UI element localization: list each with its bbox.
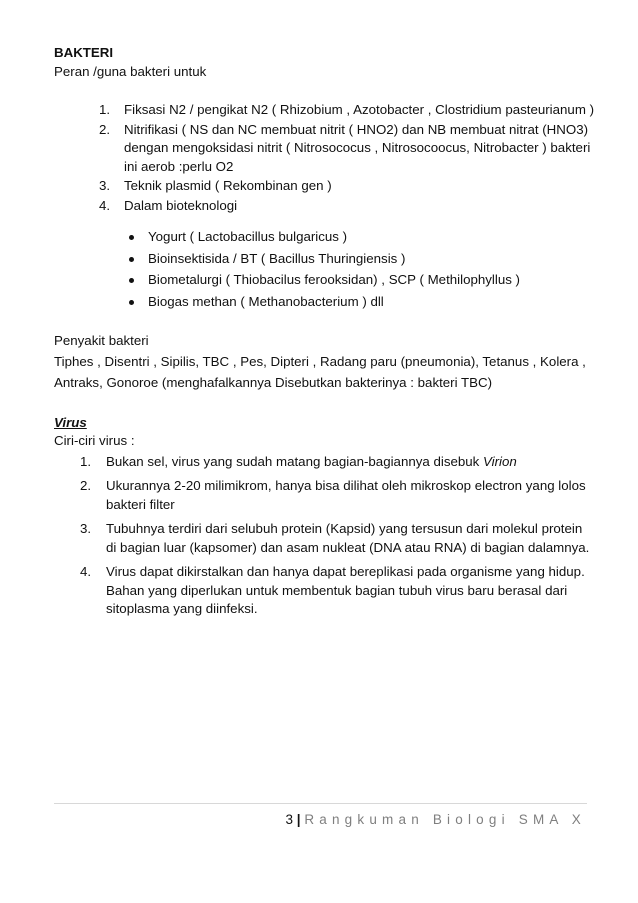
bakteri-subtitle: Peran /guna bakteri untuk (54, 63, 207, 79)
penyakit-title: Penyakit bakteri (54, 333, 149, 348)
list-number: 1. (80, 453, 92, 469)
list-text: Fiksasi N2 / pengikat N2 ( Rhizobium , Azotobacter , Clostridium pasteurianum ) (124, 102, 595, 117)
bullet-item (127, 271, 594, 290)
list-number: 4. (99, 197, 111, 213)
list-item (99, 101, 594, 120)
list-number: 1. (99, 102, 111, 117)
bullet-icon (129, 235, 134, 240)
virus-section (54, 414, 594, 619)
list-number: 2. (99, 121, 111, 137)
list-text: Ukurannya 2-20 milimikrom, hanya bisa dilihat oleh mikroskop electron yang lolos bakteri filter (106, 478, 586, 512)
penyakit-text: Tiphes , Disentri , Sipilis, TBC , Pes, Dipteri , Radang paru (pneumonia), Tetanus , Kolera , Antraks, Gonoroe (menghafalkannya Disebutkan bakterinya : bakteri TBC) (54, 353, 586, 390)
bullet-icon (129, 257, 134, 262)
bullet-icon (129, 300, 134, 305)
list-item (99, 177, 594, 196)
bullet-item (127, 228, 594, 247)
bullet-item (127, 293, 594, 312)
list-item (80, 563, 594, 619)
list-number: 2. (80, 478, 92, 493)
book-title: Rangkuman Biologi SMA X (304, 812, 586, 827)
virus-title: Virus (54, 414, 87, 430)
footer-divider (54, 803, 587, 804)
list-text-italic: Virion (483, 453, 517, 469)
list-number: 4. (80, 564, 92, 579)
bakteri-title: BAKTERI (54, 45, 114, 60)
bioteknologi-list (54, 228, 594, 311)
bullet-text: Biogas methan ( Methanobacterium ) dll (148, 293, 384, 309)
bullet-text: Bioinsektisida / BT ( Bacillus Thuringiensis ) (148, 250, 406, 266)
page-footer (285, 811, 586, 830)
virus-subtitle: Ciri-ciri virus : (54, 433, 135, 448)
document-page (54, 44, 594, 625)
bullet-item (127, 250, 594, 269)
list-number: 3. (99, 178, 111, 193)
footer-separator: | (296, 812, 301, 827)
list-text: Tubuhnya terdiri dari selubuh protein (Kapsid) yang tersusun dari molekul protein di bagian luar (kapsomer) dan asam nukleat (DNA atau RNA) di bagian dalamnya. (106, 521, 590, 555)
bakteri-roles-list (54, 101, 594, 215)
list-text: Bukan sel, virus yang sudah matang bagian-bagiannya disebuk (106, 453, 483, 469)
list-item (80, 520, 594, 557)
virus-list (54, 453, 594, 619)
list-text: Dalam bioteknologi (124, 197, 238, 213)
list-text: Nitrifikasi ( NS dan NC membuat nitrit ( HNO2) dan NB membuat nitrat (HNO3) dengan mengoksidasi nitrit ( Nitrosococus , Nitrosocoocus, Nitrobacter ) bakteri ini aerob :perlu O2 (124, 121, 591, 174)
list-item (99, 197, 594, 216)
penyakit-section (54, 332, 594, 393)
bullet-text: Yogurt ( Lactobacillus bulgaricus ) (148, 229, 348, 244)
bullet-icon (129, 278, 134, 283)
list-item (80, 477, 594, 514)
list-item (80, 453, 594, 472)
bullet-text: Biometalurgi ( Thiobacilus ferooksidan) , SCP ( Methilophyllus ) (148, 272, 520, 287)
list-text: Teknik plasmid ( Rekombinan gen ) (124, 178, 332, 193)
list-item (99, 121, 594, 177)
page-number: 3 (285, 812, 293, 827)
list-text: Virus dapat dikirstalkan dan hanya dapat bereplikasi pada organisme yang hidup. Bahan yang diperlukan untuk membentuk bagian tubuh virus baru berasal dari sitoplasma yang diinfeksi. (106, 564, 585, 616)
list-number: 3. (80, 521, 92, 536)
